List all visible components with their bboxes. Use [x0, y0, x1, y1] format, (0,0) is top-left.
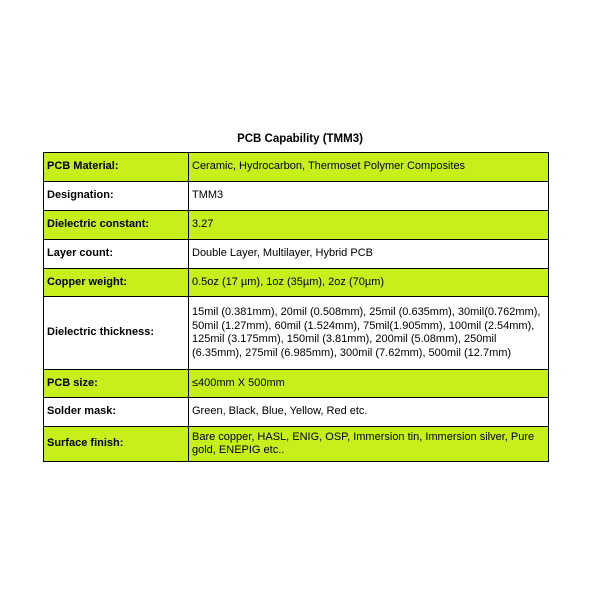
row-label: Surface finish:	[44, 427, 189, 462]
row-value: Bare copper, HASL, ENIG, OSP, Immersion tin, Immersion silver, Pure gold, ENEPIG etc..	[189, 427, 549, 462]
row-label: PCB Material:	[44, 153, 189, 182]
row-value: ≤400mm X 500mm	[189, 370, 549, 398]
row-label: Dielectric constant:	[44, 211, 189, 240]
row-label: Solder mask:	[44, 398, 189, 427]
row-label: Copper weight:	[44, 269, 189, 297]
table-row	[44, 153, 549, 182]
row-value: 0.5oz (17 µm), 1oz (35µm), 2oz (70µm)	[189, 269, 549, 297]
capability-table	[43, 152, 549, 462]
row-value: Double Layer, Multilayer, Hybrid PCB	[189, 240, 549, 269]
row-value: Ceramic, Hydrocarbon, Thermoset Polymer Composites	[189, 153, 549, 182]
row-value: Green, Black, Blue, Yellow, Red etc.	[189, 398, 549, 427]
row-label: Dielectric thickness:	[44, 297, 189, 370]
table-row	[44, 211, 549, 240]
row-value: 15mil (0.381mm), 20mil (0.508mm), 25mil (0.635mm), 30mil(0.762mm), 50mil (1.27mm), 60mil (1.524mm), 75mil(1.905mm), 100mil (2.54mm), 125mil (3.175mm), 150mil (3.81mm), 200mil (5.08mm), 250mil (6.35mm), 275mil (6.985mm), 300mil (7.62mm), 500mil (12.7mm)	[189, 297, 549, 370]
table-row	[44, 269, 549, 297]
table-row	[44, 370, 549, 398]
row-label: Designation:	[44, 182, 189, 211]
row-value: TMM3	[189, 182, 549, 211]
table-row	[44, 240, 549, 269]
table-row	[44, 297, 549, 370]
table-row	[44, 427, 549, 462]
row-label: Layer count:	[44, 240, 189, 269]
row-value: 3.27	[189, 211, 549, 240]
table-row	[44, 182, 549, 211]
table-row	[44, 398, 549, 427]
page-title: PCB Capability (TMM3)	[237, 133, 363, 145]
row-label: PCB size:	[44, 370, 189, 398]
